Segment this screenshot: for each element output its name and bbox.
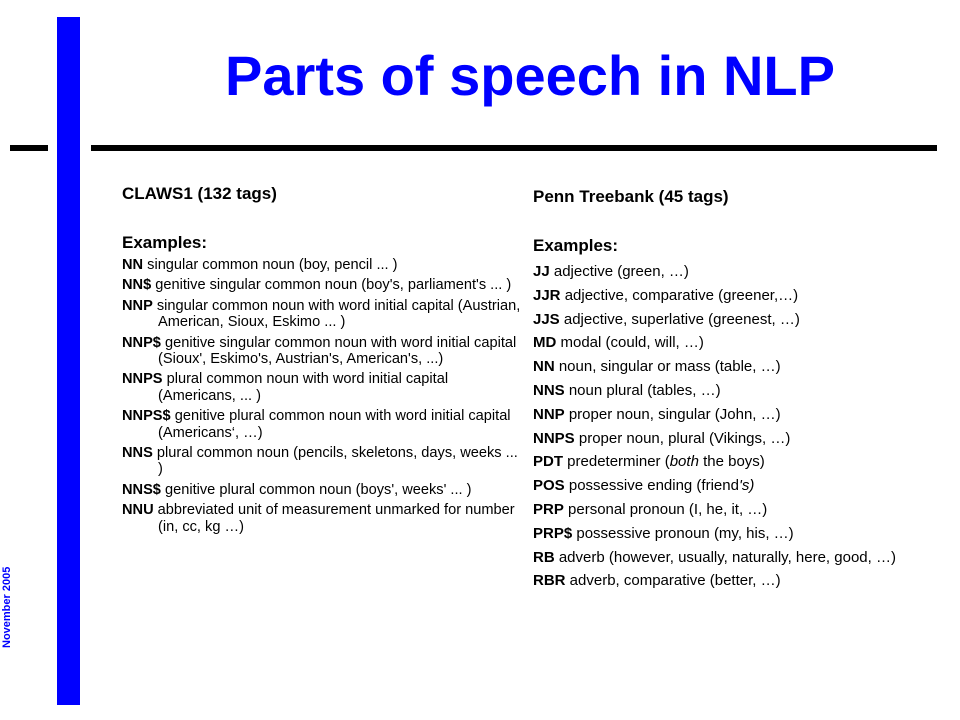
list-item (533, 357, 933, 376)
claws-tag-list (122, 257, 522, 535)
claws-examples-label: Examples: (122, 233, 208, 252)
tag-code: NNP (122, 297, 153, 314)
list-item (122, 277, 522, 293)
slide-title: Parts of speech in NLP (225, 44, 835, 107)
tag-code: JJS (533, 310, 560, 328)
tag-code: JJR (533, 286, 561, 304)
tag-description: plural common noun with word initial capital (Americans, ... ) (158, 371, 449, 404)
tag-description: proper noun, singular (John, …) (564, 405, 781, 423)
claws-column (122, 183, 522, 539)
tag-description-tail: the boys) (698, 453, 765, 471)
tag-description: genitive plural common noun with word initial capital (Americans‘, …) (158, 408, 511, 441)
list-item (533, 571, 933, 590)
tag-code: NNP$ (122, 334, 161, 351)
tag-description: personal pronoun (I, he, it, …) (563, 500, 768, 518)
list-item (533, 333, 933, 352)
list-item (533, 476, 933, 495)
tag-description: modal (could, will, …) (556, 334, 704, 352)
list-item (122, 445, 522, 478)
tag-description: possessive pronoun (my, his, …) (572, 524, 794, 542)
list-item (533, 405, 933, 424)
tag-description: noun, singular or mass (table, …) (554, 358, 781, 376)
tag-code: PRP$ (533, 524, 573, 542)
list-item (533, 286, 933, 305)
tag-code: PRP (533, 500, 564, 518)
list-item (533, 500, 933, 519)
list-item (533, 452, 933, 471)
tag-description: abbreviated unit of measurement unmarked for number (in, cc, kg …) (153, 502, 515, 535)
tag-code: NN (122, 257, 144, 273)
tag-code: PDT (533, 453, 563, 471)
list-item (122, 298, 522, 331)
tag-code: NNPS (122, 371, 163, 388)
penn-subtitle: Penn Treebank (45 tags) (533, 187, 729, 206)
tag-code: NNS (122, 445, 153, 462)
tag-description: adjective, superlative (greenest, …) (559, 310, 800, 328)
tag-description: proper noun, plural (Vikings, …) (574, 429, 791, 447)
tag-code: RB (533, 548, 555, 566)
list-item (122, 408, 522, 441)
list-item (533, 548, 933, 567)
tag-description: singular common noun with word initial capital (Austrian, American, Sioux, Eskimo ... ) (152, 297, 521, 331)
tag-code: RBR (533, 572, 566, 590)
author-credit (0, 540, 38, 648)
tag-description: singular common noun (boy, pencil ... ) (143, 257, 398, 273)
penn-tag-list (533, 262, 933, 590)
title-rule-left (10, 145, 48, 151)
tag-description: genitive plural common noun (boys', weeks' ... ) (160, 481, 472, 498)
list-item (533, 262, 933, 281)
tag-code: JJ (533, 263, 550, 280)
list-item (533, 310, 933, 329)
tag-code: NNPS (533, 429, 575, 447)
tag-description: adjective (green, …) (549, 263, 689, 280)
tag-code: NN$ (122, 277, 152, 294)
tag-description: plural common noun (pencils, skeletons, days, weeks ... ) (152, 445, 518, 478)
list-item (533, 524, 933, 543)
tag-description: genitive singular common noun (boy's, parliament's ... ) (151, 277, 512, 294)
tag-code: POS (533, 477, 565, 495)
list-item (122, 371, 522, 404)
tag-description: predeterminer ( (563, 453, 670, 471)
tag-code: NNS$ (122, 481, 161, 498)
author-credit-date: November 2005 (1, 566, 13, 648)
list-item (533, 429, 933, 448)
list-item (122, 502, 522, 535)
tag-description: adverb (however, usually, naturally, here, good, …) (554, 548, 896, 566)
claws-subtitle: CLAWS1 (132 tags) (122, 184, 277, 203)
tag-code: NNS (533, 381, 565, 399)
title-rule (91, 145, 937, 151)
tag-description-italic: 's) (738, 477, 755, 495)
penn-column (533, 186, 933, 595)
tag-code: MD (533, 334, 557, 352)
tag-code: NN (533, 358, 555, 376)
tag-description: adverb, comparative (better, …) (565, 572, 781, 590)
tag-description-italic: both (669, 453, 699, 471)
tag-description: possessive ending (friend (564, 477, 739, 495)
tag-code: NNPS$ (122, 408, 171, 425)
tag-description: genitive singular common noun with word initial capital (Sioux', Eskimo's, Austrian's, American's, ...) (158, 334, 517, 368)
tag-code: NNU (122, 502, 154, 519)
tag-code: NNP (533, 405, 565, 423)
left-accent-bar (57, 17, 80, 705)
list-item (122, 335, 522, 368)
tag-description: noun plural (tables, …) (564, 381, 721, 399)
tag-description: adjective, comparative (greener,…) (560, 286, 799, 304)
penn-examples-label: Examples: (533, 236, 619, 255)
list-item (533, 381, 933, 400)
list-item (122, 257, 522, 273)
list-item (122, 482, 522, 498)
